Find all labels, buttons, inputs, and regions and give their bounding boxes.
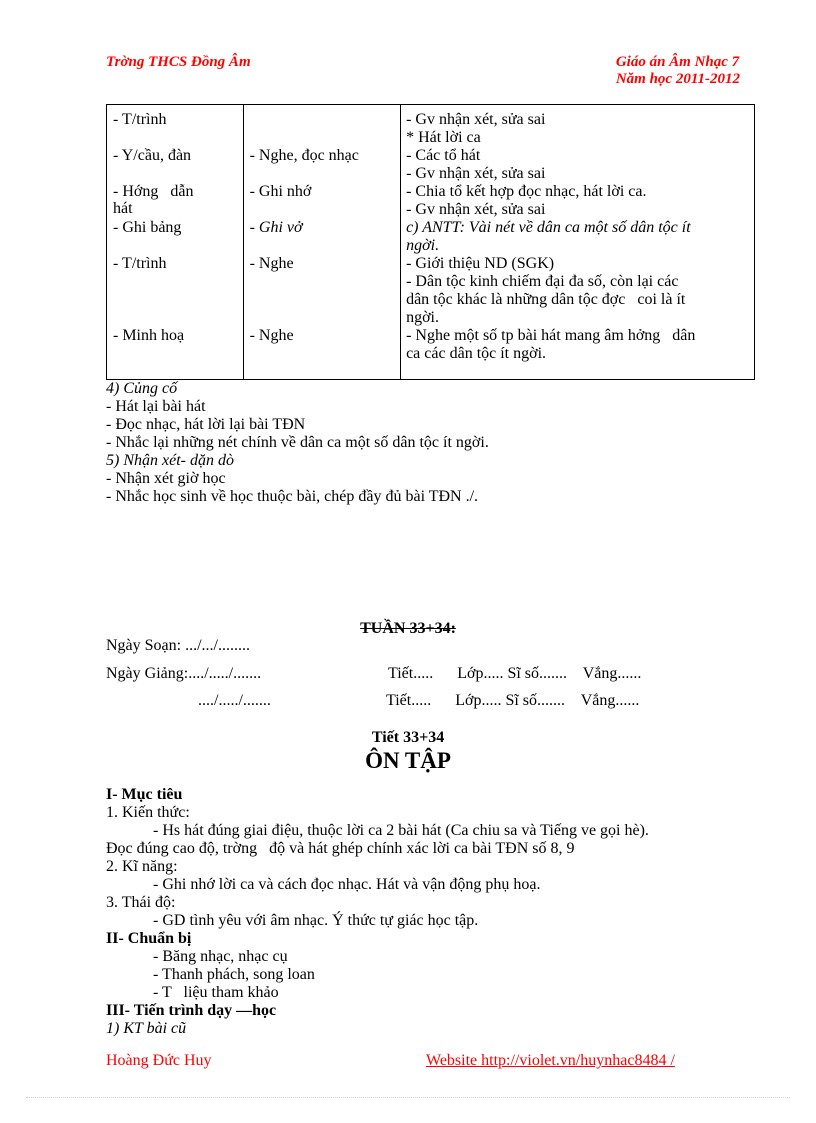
- skills-item: - Ghi nhớ lời ca và cách đọc nhạc. Hát và vận động phụ hoạ.: [153, 876, 541, 893]
- table-cell-line: ngời.: [406, 237, 440, 254]
- subject-title: Giáo án Âm Nhạc 7: [615, 54, 740, 70]
- week-title: [0, 620, 816, 638]
- list-item: - Thanh phách, song loan: [153, 966, 315, 983]
- preparation-heading: II- Chuẩn bị: [106, 930, 192, 947]
- table-cell-line: - Nghe một số tp bài hát mang âm hởng dân: [406, 327, 696, 344]
- knowledge-item-cont: Đọc đúng cao độ, trờng độ và hát ghép chính xác lời ca bài TĐN số 8, 9: [106, 840, 575, 857]
- attitude-item: - GD tình yêu với âm nhạc. Ý thức tự giác học tập.: [153, 912, 479, 929]
- table-cell-line: - Ghi nhớ: [249, 183, 312, 200]
- table-cell-line: - Các tổ hát: [406, 147, 481, 164]
- objectives-section: [106, 786, 766, 1038]
- school-header: Trờng THCS Đồng Âm: [106, 54, 251, 70]
- table-cell-line: - Ghi bảng: [113, 219, 182, 236]
- lesson-number: Tiết 33+34: [371, 729, 445, 746]
- objectives-heading: I- Mục tiêu: [106, 786, 183, 803]
- table-cell-line: ca các dân tộc ít ngời.: [406, 345, 547, 362]
- list-item: - Nhận xét giờ học: [106, 470, 226, 487]
- table-cell-line: - Gv nhận xét, sửa sai: [406, 165, 546, 182]
- table-cell-line: - Gv nhận xét, sửa sai: [406, 111, 546, 128]
- table-cell-line: - Ghi vở: [249, 219, 303, 236]
- list-item: - Hát lại bài hát: [106, 398, 206, 415]
- attitude-label: 3. Thái độ:: [106, 894, 176, 911]
- table-cell-line: - Dân tộc kinh chiếm đại đa số, còn lại các: [406, 273, 679, 290]
- list-item: - T liệu tham khảo: [153, 984, 279, 1001]
- list-item: - Nhắc học sinh về học thuộc bài, chép đầy đủ bài TĐN ./.: [106, 488, 479, 505]
- class-info-row-1: Tiết..... Lớp..... Sĩ số....... Vắng......: [388, 665, 642, 682]
- list-item: - Nhắc lại những nét chính về dân ca một số dân tộc ít ngời.: [106, 434, 489, 451]
- table-cell-line: hát: [113, 200, 133, 217]
- list-item: - Băng nhạc, nhạc cụ: [153, 948, 288, 965]
- table-cell-line: - T/trình: [113, 255, 167, 272]
- page-divider: [26, 1097, 790, 1098]
- author-name: Hoàng Đức Huy: [106, 1052, 212, 1069]
- list-item: - Đọc nhạc, hát lời lại bài TĐN: [106, 416, 306, 433]
- lesson-activity-table: [106, 104, 755, 380]
- table-cell-line: - Chia tổ kết hợp đọc nhạc, hát lời ca.: [406, 183, 647, 200]
- table-cell-line: dân tộc khác là những dân tộc đợc coi là ít: [406, 291, 686, 308]
- content-column: [401, 105, 755, 380]
- table-cell-line: - Minh hoạ: [113, 327, 185, 344]
- review-heading: 5) Nhận xét- dặn dò: [106, 452, 234, 469]
- week-label: TUẦN 33+34:: [360, 620, 456, 637]
- process-heading: III- Tiến trình dạy —học: [106, 1002, 277, 1019]
- class-info-row-2: Tiết..... Lớp..... Sĩ số....... Vắng......: [386, 692, 640, 709]
- table-cell-line: - T/trình: [113, 111, 167, 128]
- table-cell-line: - Hớng dẫn: [113, 183, 194, 200]
- table-cell-line: c) ANTT: Vài nét về dân ca một số dân tộc ít: [406, 219, 691, 236]
- table-cell-line: - Nghe: [249, 255, 294, 272]
- knowledge-label: 1. Kiến thức:: [106, 804, 190, 821]
- consolidation-heading: 4) Củng cố: [106, 380, 178, 397]
- knowledge-item: - Hs hát đúng giai điệu, thuộc lời ca 2 bài hát (Ca chiu sa và Tiếng ve gọi hè).: [153, 822, 649, 839]
- process-first-step: 1) KT bài cũ: [106, 1020, 187, 1037]
- school-year: Năm học 2011-2012: [615, 71, 740, 87]
- prep-date: Ngày Soạn: .../.../........: [106, 637, 250, 654]
- teaching-date-1: Ngày Giảng:..../...../.......: [106, 665, 262, 682]
- student-activity-column: [243, 105, 401, 380]
- table-cell-line: - Y/cầu, đàn: [113, 147, 192, 164]
- subject-header: [616, 54, 740, 88]
- teacher-activity-column: [107, 105, 244, 380]
- table-cell-line: ngời.: [406, 309, 439, 326]
- table-cell-line: - Nghe: [249, 327, 294, 344]
- table-cell-line: * Hát lời ca: [406, 129, 481, 146]
- skills-label: 2. Kĩ năng:: [106, 858, 178, 875]
- consolidation-section: [106, 380, 766, 506]
- teaching-date-2: ..../...../.......: [198, 692, 271, 709]
- table-cell-line: - Nghe, đọc nhạc: [249, 147, 359, 164]
- website-link[interactable]: Website http://violet.vn/huynhac8484 /: [426, 1052, 675, 1069]
- lesson-title: ÔN TẬP: [365, 748, 451, 773]
- table-cell-line: - Gv nhận xét, sửa sai: [406, 201, 546, 218]
- table-cell-line: - Giới thiệu ND (SGK): [406, 255, 555, 272]
